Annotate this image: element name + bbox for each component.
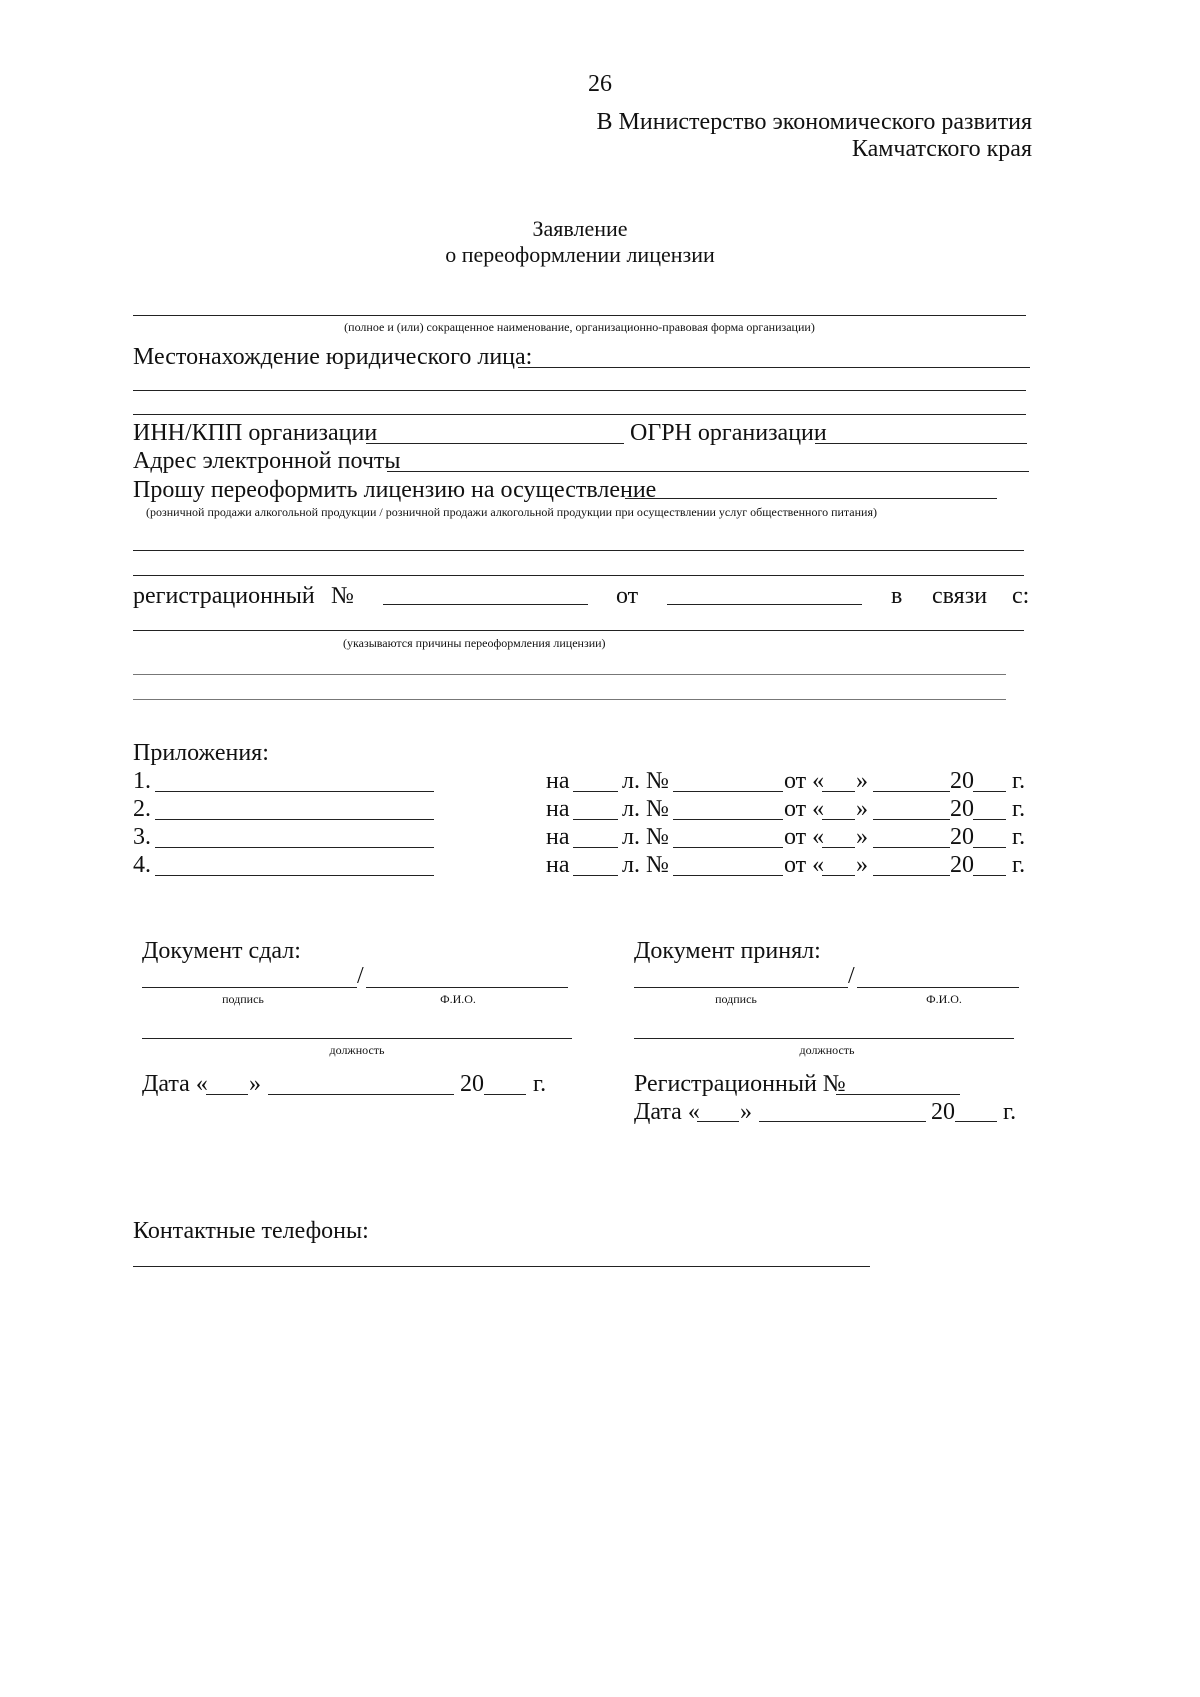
attachment-date-label: от « [784,796,825,822]
attachment-on-label: на [546,796,570,822]
contacts-field[interactable] [133,1266,870,1267]
attachment-on-label: на [546,852,570,878]
received-signature-field[interactable] [634,987,848,988]
attachment-number: 4. [133,852,151,878]
attachment-month-field[interactable] [873,819,950,820]
attachment-year-prefix: 20 [950,824,974,850]
submitted-year-prefix: 20 [460,1071,484,1097]
submitted-date-label: Дата « [142,1071,208,1097]
attachment-number: 3. [133,824,151,850]
received-month-field[interactable] [759,1121,926,1122]
attachment-year-suffix: г. [1012,824,1026,850]
reasons-field[interactable] [133,630,1024,631]
attachment-date-label: от « [784,768,825,794]
registration-from: от [616,583,639,609]
received-reg-number-field[interactable] [836,1094,960,1095]
received-signature-hint: подпись [715,992,757,1006]
attachment-year-field[interactable] [973,819,1006,820]
attachment-quote: » [856,824,868,850]
received-heading: Документ принял: [634,938,821,964]
reasons-field-line-2[interactable] [133,674,1006,675]
submitted-name-field[interactable] [366,987,568,988]
attachment-doc-number-field[interactable] [673,875,783,876]
inn-label: ИНН/КПП организации [133,420,378,446]
reasons-hint: (указываются причины переоформления лицензии) [343,636,606,650]
email-label: Адрес электронной почты [133,448,401,474]
submitted-signature-field[interactable] [142,987,357,988]
attachment-quote: » [856,796,868,822]
registration-with: с: [1012,583,1030,609]
attachment-name-field[interactable] [155,819,434,820]
submitted-signature-hint: подпись [222,992,264,1006]
attachment-day-field[interactable] [822,875,855,876]
received-position-hint: должность [799,1043,855,1057]
submitted-year-suffix: г. [533,1071,547,1097]
attachments-heading: Приложения: [133,740,269,766]
attachment-year-field[interactable] [973,847,1006,848]
submitted-month-field[interactable] [268,1094,454,1095]
attachment-name-field[interactable] [155,847,434,848]
attachment-year-field[interactable] [973,875,1006,876]
received-slash: / [848,963,855,989]
submitted-date-quote: » [249,1071,261,1097]
attachment-year-suffix: г. [1012,768,1026,794]
attachment-day-field[interactable] [822,847,855,848]
registration-number-field[interactable] [383,604,588,605]
attachment-name-field[interactable] [155,791,434,792]
location-field-line-2[interactable] [133,390,1026,391]
received-date-quote: » [740,1099,752,1125]
attachment-sheets-field[interactable] [573,791,618,792]
attachment-year-prefix: 20 [950,852,974,878]
attachment-sheets-label: л. № [622,768,669,794]
org-name-hint: (полное и (или) сокращенное наименование, организационно-правовая форма организации) [344,320,815,334]
attachment-month-field[interactable] [873,847,950,848]
attachment-sheets-label: л. № [622,852,669,878]
attachment-day-field[interactable] [822,791,855,792]
submitted-name-hint: Ф.И.О. [440,992,476,1006]
received-year-suffix: г. [1003,1099,1017,1125]
attachment-sheets-field[interactable] [573,875,618,876]
document-title: Заявление [532,216,628,241]
ogrn-label: ОГРН организации [630,420,827,446]
received-reg-label: Регистрационный № [634,1071,846,1097]
received-position-field[interactable] [634,1038,1014,1039]
received-name-hint: Ф.И.О. [926,992,962,1006]
attachment-date-label: от « [784,852,825,878]
location-field[interactable] [518,367,1030,368]
request-label: Прошу переоформить лицензию на осуществление [133,477,657,503]
received-year-field[interactable] [955,1121,997,1122]
attachment-month-field[interactable] [873,875,950,876]
submitted-slash: / [357,963,364,989]
attachment-quote: » [856,852,868,878]
attachment-number: 2. [133,796,151,822]
attachment-on-label: на [546,824,570,850]
org-name-field[interactable] [133,315,1026,316]
attachment-day-field[interactable] [822,819,855,820]
location-label: Местонахождение юридического лица: [133,344,533,370]
attachment-quote: » [856,768,868,794]
activity-hint: (розничной продажи алкогольной продукции / розничной продажи алкогольной продукции при осуществлении услуг общественного питания) [146,505,877,519]
location-field-line-3[interactable] [133,414,1026,415]
registration-number-sign: № [331,583,354,609]
submitted-year-field[interactable] [484,1094,526,1095]
received-day-field[interactable] [697,1121,739,1122]
document-subtitle: о переоформлении лицензии [445,242,715,267]
attachment-sheets-label: л. № [622,824,669,850]
received-date-label: Дата « [634,1099,700,1125]
addressee-line-2: Камчатского края [851,136,1032,162]
attachment-doc-number-field[interactable] [673,819,783,820]
activity-field-line-2[interactable] [133,550,1024,551]
submitted-position-hint: должность [329,1043,385,1057]
attachment-doc-number-field[interactable] [673,847,783,848]
contacts-label: Контактные телефоны: [133,1218,369,1244]
attachment-on-label: на [546,768,570,794]
received-name-field[interactable] [857,987,1019,988]
received-year-prefix: 20 [931,1099,955,1125]
addressee-line-1: В Министерство экономического развития [596,109,1032,135]
submitted-position-field[interactable] [142,1038,572,1039]
attachment-sheets-field[interactable] [573,847,618,848]
activity-field-line-3[interactable] [133,575,1024,576]
ogrn-field[interactable] [815,443,1027,444]
attachment-name-field[interactable] [155,875,434,876]
email-field[interactable] [387,471,1029,472]
attachment-date-label: от « [784,824,825,850]
submitted-day-field[interactable] [206,1094,248,1095]
attachment-year-field[interactable] [973,791,1006,792]
inn-field[interactable] [366,443,624,444]
page-number: 26 [588,71,612,97]
attachment-year-prefix: 20 [950,796,974,822]
attachment-year-suffix: г. [1012,796,1026,822]
attachment-sheets-field[interactable] [573,819,618,820]
attachment-sheets-label: л. № [622,796,669,822]
attachment-number: 1. [133,768,151,794]
attachment-year-prefix: 20 [950,768,974,794]
registration-in: в [891,583,903,609]
attachment-year-suffix: г. [1012,852,1026,878]
submitted-heading: Документ сдал: [142,938,301,964]
attachment-doc-number-field[interactable] [673,791,783,792]
attachment-month-field[interactable] [873,791,950,792]
activity-field[interactable] [625,498,997,499]
registration-date-field[interactable] [667,604,862,605]
registration-word: регистрационный [133,583,315,609]
registration-due: связи [932,583,988,609]
reasons-field-line-3[interactable] [133,699,1006,700]
